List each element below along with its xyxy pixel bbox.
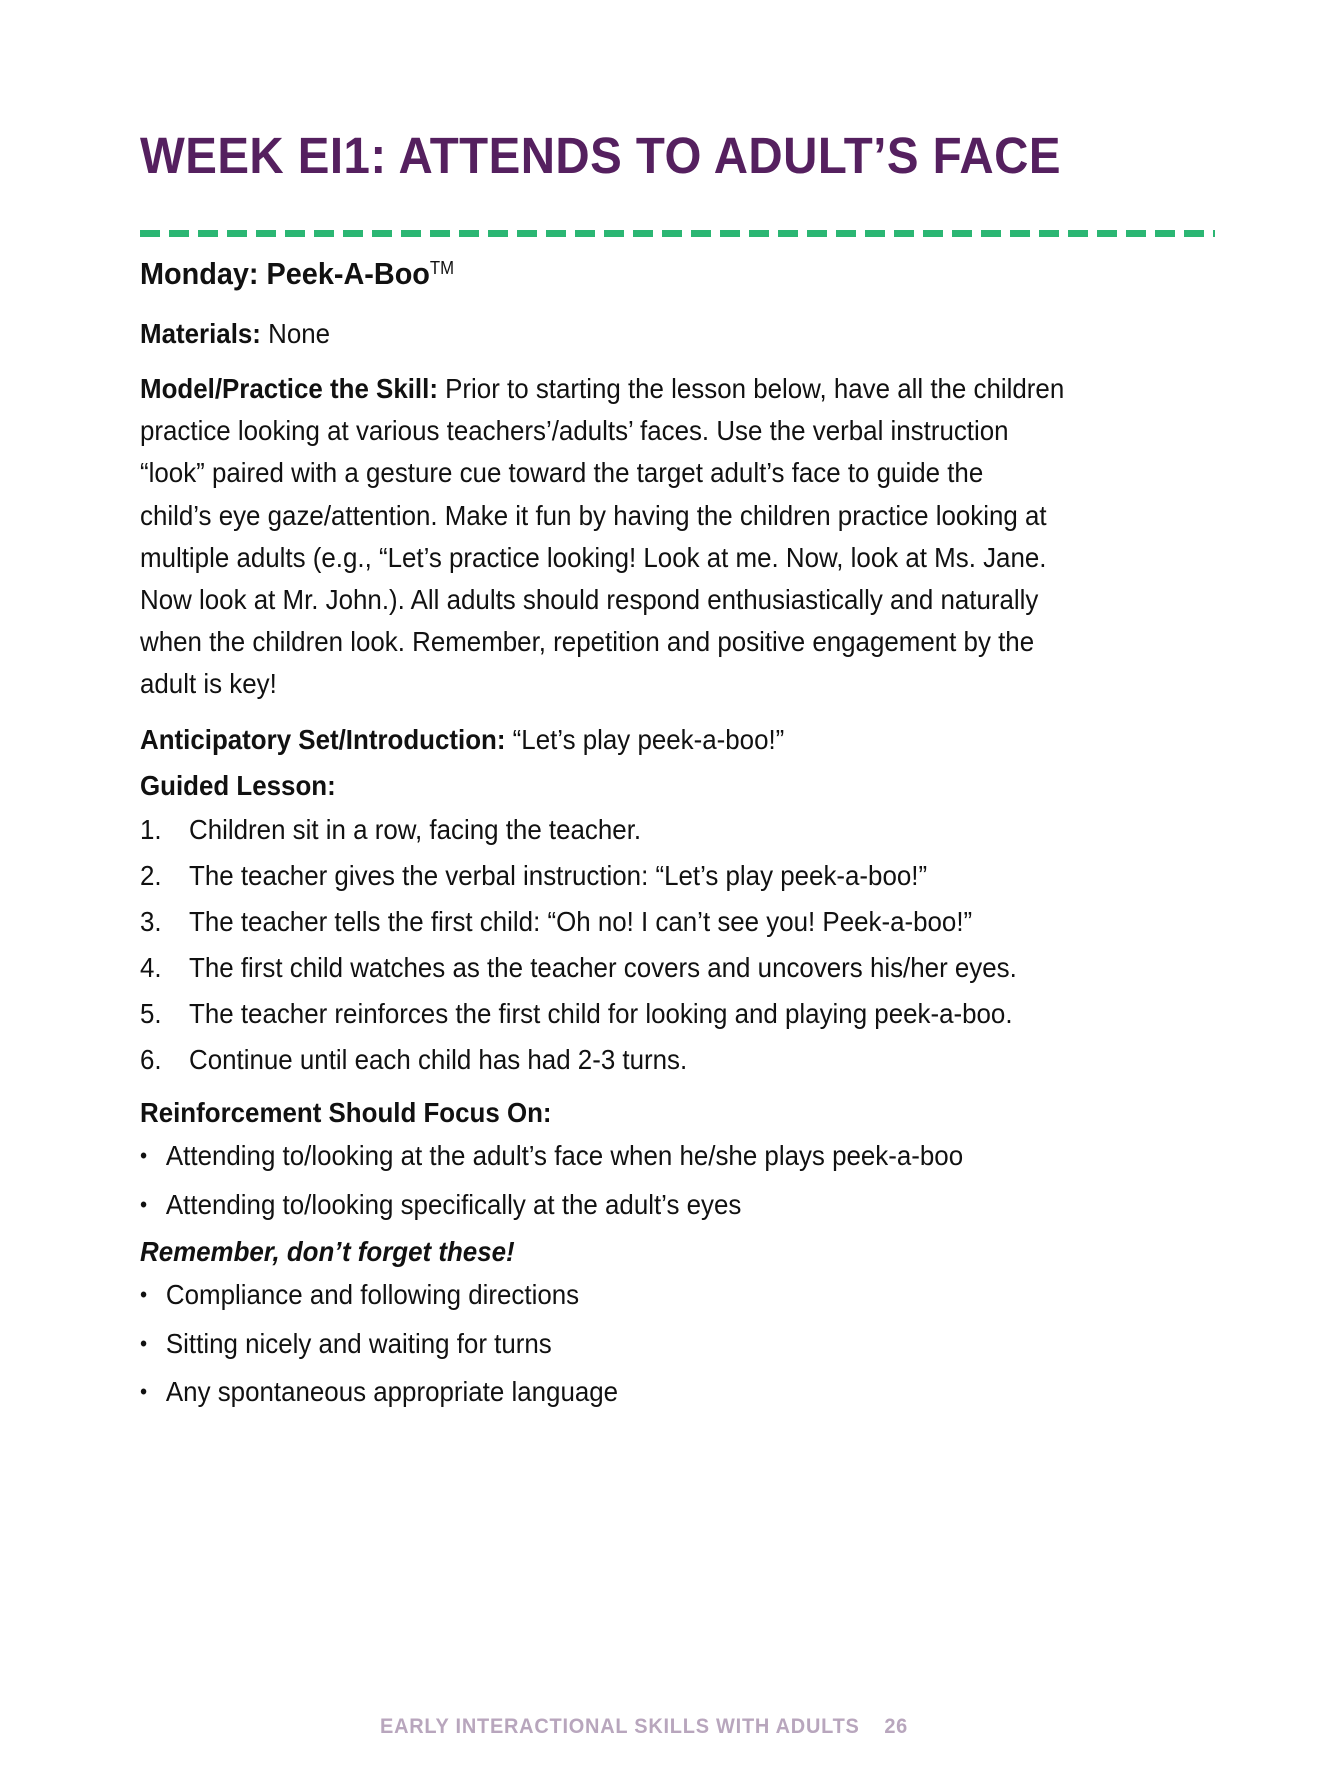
list-item-text: Attending to/looking specifically at the adult’s eyes [165,1188,742,1220]
guided-steps-list [140,807,1017,1083]
list-item [140,807,1017,853]
dashed-divider [140,230,1215,237]
trademark-symbol: TM [429,258,455,278]
step-text: Continue until each child has had 2-3 turns. [189,1044,688,1075]
bullet-icon: • [140,1379,148,1404]
model-line [140,368,1213,410]
materials-value: None [260,318,331,349]
bullet-icon: • [140,1330,148,1356]
step-number: 6. [140,1044,162,1075]
list-item [140,853,1017,899]
page-title: WEEK EI1: ATTENDS TO ADULT’S FACE [140,127,1061,184]
bullet-icon: • [140,1191,148,1217]
step-number: 5. [140,998,162,1029]
model-line: Now look at Mr. John.). All adults should respond enthusiastically and naturally [140,584,1039,616]
reinforcement-list [140,1132,963,1229]
list-item [140,1271,618,1320]
step-text: The teacher tells the first child: “Oh no! I can’t see you! Peek-a-boo!” [189,906,973,937]
remember-list [140,1271,618,1417]
materials-label: Materials: [140,318,261,349]
model-label: Model/Practice the Skill: [140,373,438,404]
guided-lesson-label: Guided Lesson: [140,770,336,801]
model-line-text: Prior to starting the lesson below, have all the children [437,373,1065,404]
list-item [140,1181,963,1230]
model-line: child’s eye gaze/attention. Make it fun by having the children practice looking at [140,499,1047,531]
materials-paragraph [140,313,1213,355]
step-number: 2. [140,860,162,891]
step-number: 3. [140,906,162,937]
bullet-icon: • [140,1143,148,1168]
lesson-heading [140,256,454,292]
model-line: adult is key! [140,668,277,700]
model-line: when the children look. Remember, repetition and positive engagement by the [140,626,1035,658]
model-line: “look” paired with a gesture cue toward the target adult’s face to guide the [140,457,984,489]
list-item [140,991,1017,1037]
remember-label: Remember, don’t forget these! [140,1236,515,1267]
bullet-icon: • [140,1282,148,1307]
reinforcement-label: Reinforcement Should Focus On: [140,1097,552,1128]
list-item-text: Compliance and following directions [165,1279,580,1310]
page-footer [380,1715,908,1739]
step-text: The teacher reinforces the first child for looking and playing peek-a-boo. [189,998,1013,1029]
footer-section-title: EARLY INTERACTIONAL SKILLS WITH ADULTS [380,1715,860,1738]
list-item [140,1132,963,1181]
anticipatory-label: Anticipatory Set/Introduction: [140,724,506,755]
model-practice-paragraph [140,368,1213,706]
step-number: 1. [140,814,162,845]
list-item [140,899,1017,945]
list-item [140,1368,618,1417]
step-text: Children sit in a row, facing the teacher. [189,814,642,845]
step-text: The first child watches as the teacher covers and uncovers his/her eyes. [189,952,1017,983]
list-item [140,1037,1017,1083]
list-item [140,945,1017,991]
lesson-heading-text: Monday: Peek-A-Boo [140,256,430,291]
step-text: The teacher gives the verbal instruction: “Let’s play peek-a-boo!” [189,860,928,891]
anticipatory-paragraph [140,719,1213,761]
model-line: practice looking at various teachers’/adults’ faces. Use the verbal instruction [140,415,1009,447]
step-number: 4. [140,952,162,983]
list-item-text: Sitting nicely and waiting for turns [165,1327,552,1359]
list-item-text: Attending to/looking at the adult’s face when he/she plays peek-a-boo [165,1140,964,1171]
page-number: 26 [884,1715,909,1738]
anticipatory-value: “Let’s play peek-a-boo!” [505,724,785,755]
model-line: multiple adults (e.g., “Let’s practice looking! Look at me. Now, look at Ms. Jane. [140,541,1047,573]
list-item-text: Any spontaneous appropriate language [165,1376,619,1407]
list-item [140,1320,618,1369]
